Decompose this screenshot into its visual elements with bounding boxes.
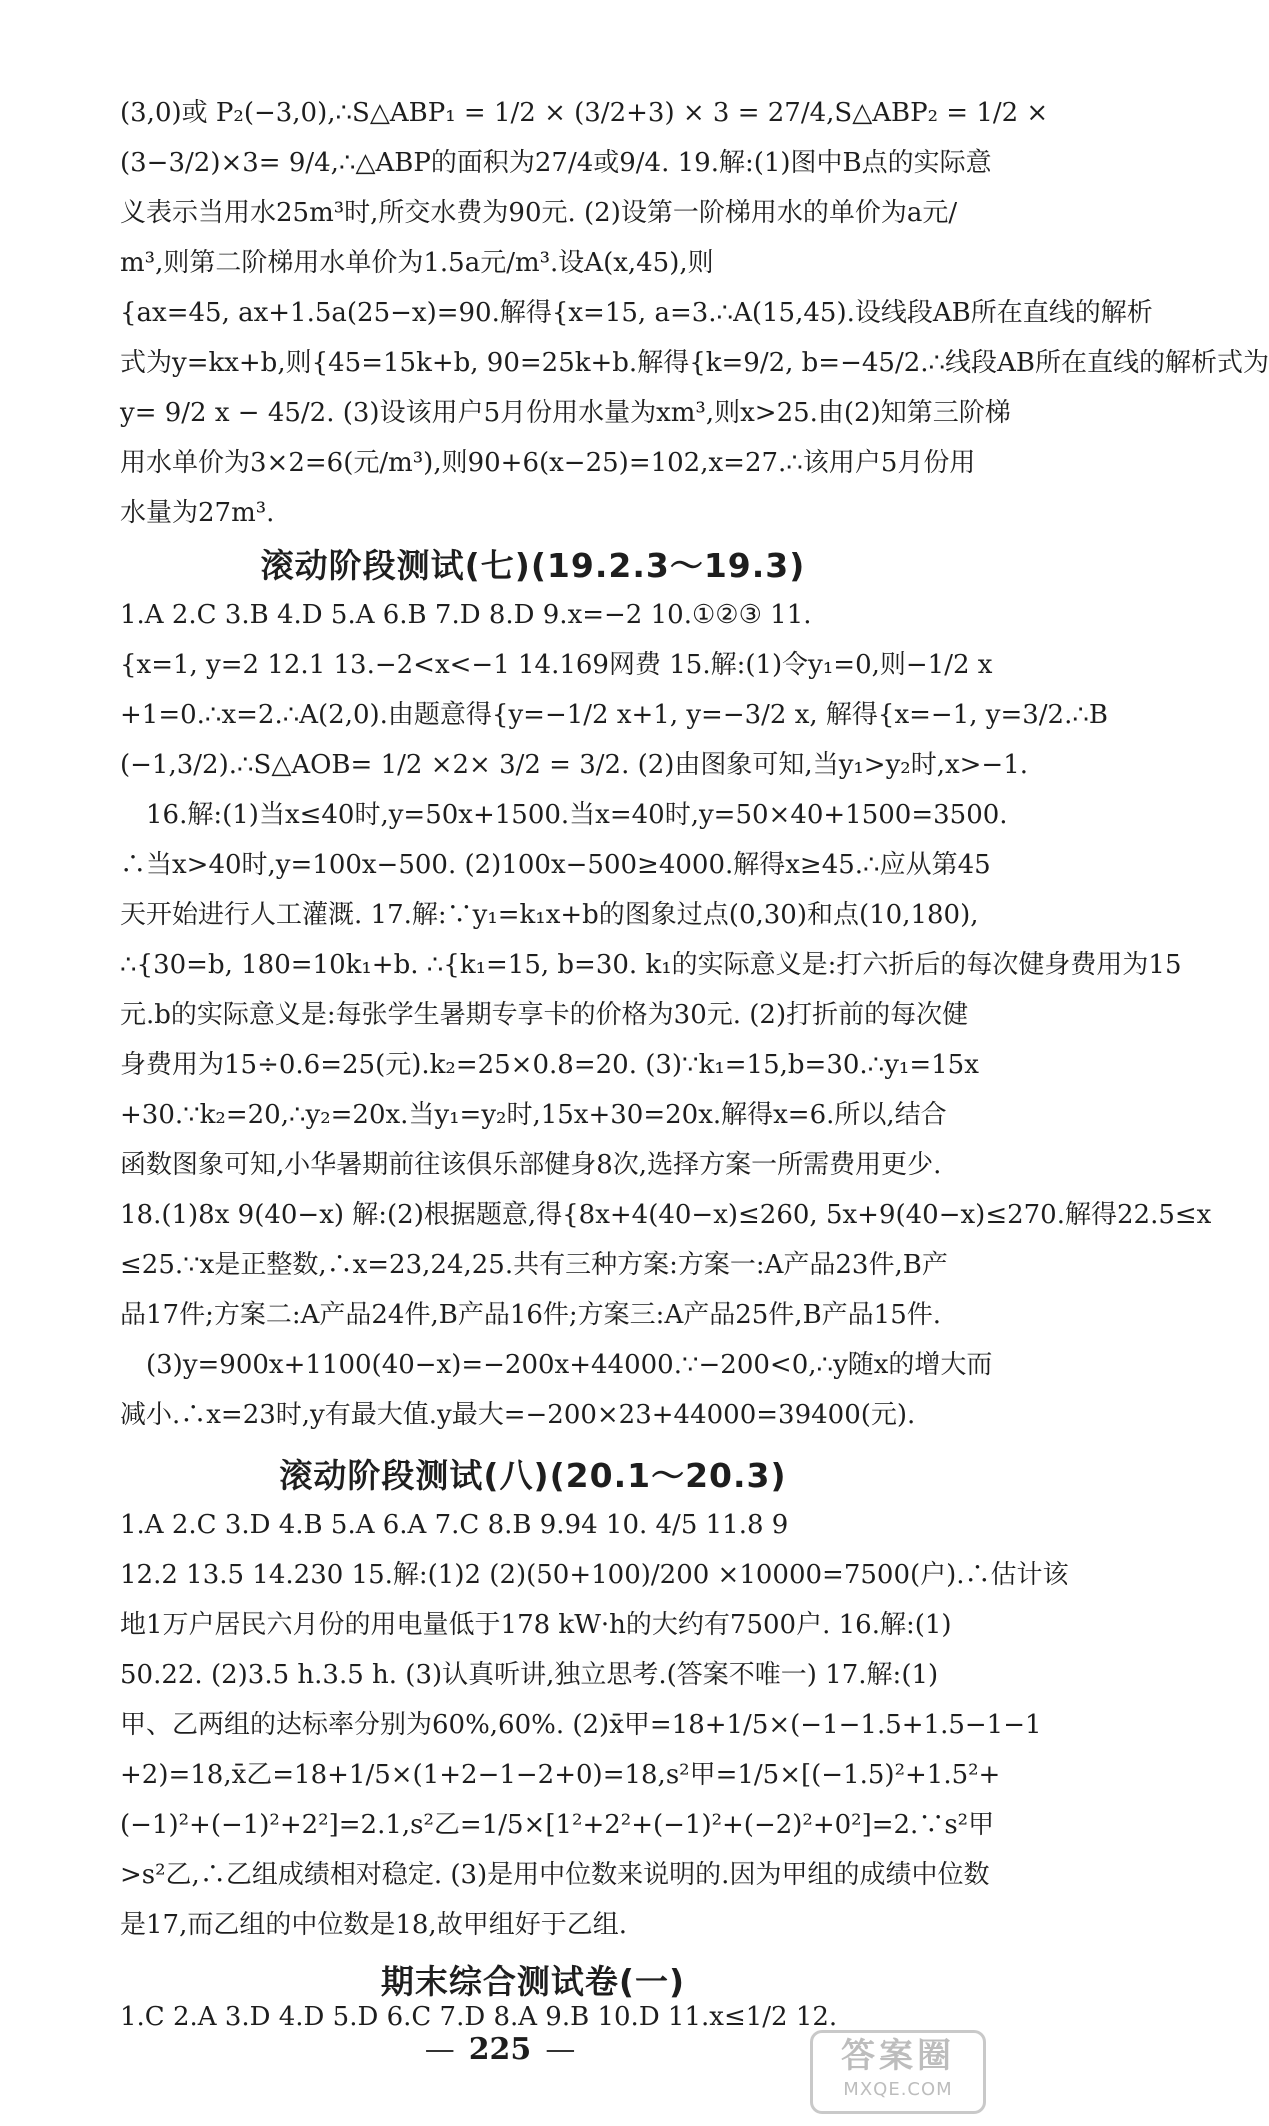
text-line: (3,0)或 P₂(−3,0),∴S△ABP₁ = 1/2 × (3/2+3) × 3 = 27/4,S△ABP₂ = 1/2 × [120, 98, 1049, 128]
watermark-logo [810, 2030, 986, 2114]
text-line: ∴当x>40时,y=100x−500. (2)100x−500≥4000.解得x≥45.∴应从第45 [120, 850, 991, 880]
text-line: 甲、乙两组的达标率分别为60%,60%. (2)x̄甲=18+1/5×(−1−1.5+1.5−1−1 [120, 1710, 1042, 1740]
page-number-dash: — [545, 2032, 576, 2067]
text-line: 地1万户居民六月份的用电量低于178 kW·h的大约有7500户. 16.解:(1) [120, 1610, 952, 1640]
text-line: 式为y=kx+b,则{45=15k+b, 90=25k+b.解得{k=9/2, b=−45/2.∴线段AB所在直线的解析式为 [120, 348, 1269, 378]
text-line: 是17,而乙组的中位数是18,故甲组好于乙组. [120, 1910, 627, 1940]
text-line: 18.(1)8x 9(40−x) 解:(2)根据题意,得{8x+4(40−x)≤260, 5x+9(40−x)≤270.解得22.5≤x [120, 1200, 1212, 1230]
text-line: (3−3/2)×3= 9/4,∴△ABP的面积为27/4或9/4. 19.解:(1)图中B点的实际意 [120, 148, 992, 178]
text-line: (3)y=900x+1100(40−x)=−200x+44000.∵−200<0,∴y随x的增大而 [146, 1350, 993, 1380]
watermark-title: 答案圈 [841, 2036, 955, 2076]
text-line: +1=0.∴x=2.∴A(2,0).由题意得{y=−1/2 x+1, y=−3/2 x, 解得{x=−1, y=3/2.∴B [120, 700, 1109, 730]
text-line: 50.22. (2)3.5 h.3.5 h. (3)认真听讲,独立思考.(答案不唯一) 17.解:(1) [120, 1660, 939, 1690]
text-line: +2)=18,x̄乙=18+1/5×(1+2−1−2+0)=18,s²甲=1/5×[(−1.5)²+1.5²+ [120, 1760, 1001, 1790]
text-line: 16.解:(1)当x≤40时,y=50x+1500.当x=40时,y=50×40+1500=3500. [146, 800, 1008, 830]
text-line: {x=1, y=2 12.1 13.−2<x<−1 14.169网费 15.解:(1)令y₁=0,则−1/2 x [120, 650, 993, 680]
text-line: 品17件;方案二:A产品24件,B产品16件;方案三:A产品25件,B产品15件. [120, 1300, 942, 1330]
text-line: 1.A 2.C 3.D 4.B 5.A 6.A 7.C 8.B 9.94 10. 4/5 11.8 9 [120, 1510, 789, 1540]
section-heading-test-7: 滚动阶段测试(七)(19.2.3～19.3) [260, 546, 806, 585]
section-heading-final-exam-1: 期末综合测试卷(一) [380, 1962, 686, 2001]
text-line: (−1)²+(−1)²+2²]=2.1,s²乙=1/5×[1²+2²+(−1)²+(−2)²+0²]=2.∵s²甲 [120, 1810, 995, 1840]
text-line: (−1,3/2).∴S△AOB= 1/2 ×2× 3/2 = 3/2. (2)由图象可知,当y₁>y₂时,x>−1. [120, 750, 1029, 780]
text-line: 函数图象可知,小华暑期前往该俱乐部健身8次,选择方案一所需费用更少. [120, 1150, 942, 1180]
text-line: 用水单价为3×2=6(元/m³),则90+6(x−25)=102,x=27.∴该用户5月份用 [120, 448, 976, 478]
watermark-url: MXQE.COM [843, 2079, 953, 2100]
text-line: 1.A 2.C 3.B 4.D 5.A 6.B 7.D 8.D 9.x=−2 10.①②③ 11. [120, 600, 812, 630]
answer-block-test-7 [120, 590, 1212, 1440]
answer-block-continued [120, 88, 1269, 538]
text-line: 天开始进行人工灌溉. 17.解:∵y₁=k₁x+b的图象过点(0,30)和点(10,180), [120, 900, 979, 930]
page-number-value: 225 [468, 2032, 532, 2067]
page-number-dash: — [424, 2032, 455, 2067]
text-line: 1.C 2.A 3.D 4.D 5.D 6.C 7.D 8.A 9.B 10.D 11.x≤1/2 12. [120, 2002, 838, 2032]
text-line: 身费用为15÷0.6=25(元).k₂=25×0.8=20. (3)∵k₁=15,b=30.∴y₁=15x [120, 1050, 979, 1080]
text-line: 元.b的实际意义是:每张学生暑期专享卡的价格为30元. (2)打折前的每次健 [120, 1000, 969, 1030]
text-line: y= 9/2 x − 45/2. (3)设该用户5月份用水量为xm³,则x>25.由(2)知第三阶梯 [120, 398, 1011, 428]
text-line: ∴{30=b, 180=10k₁+b. ∴{k₁=15, b=30. k₁的实际意义是:打六折后的每次健身费用为15 [120, 950, 1182, 980]
text-line: ≤25.∵x是正整数,∴x=23,24,25.共有三种方案:方案一:A产品23件,B产 [120, 1250, 948, 1280]
text-line: >s²乙,∴乙组成绩相对稳定. (3)是用中位数来说明的.因为甲组的成绩中位数 [120, 1860, 990, 1890]
text-line: 义表示当用水25m³时,所交水费为90元. (2)设第一阶梯用水的单价为a元/ [120, 198, 958, 228]
text-line: 12.2 13.5 14.230 15.解:(1)2 (2)(50+100)/200 ×10000=7500(户).∴估计该 [120, 1560, 1069, 1590]
text-line: 水量为27m³. [120, 498, 275, 528]
text-line: {ax=45, ax+1.5a(25−x)=90.解得{x=15, a=3.∴A(15,45).设线段AB所在直线的解析 [120, 298, 1153, 328]
answer-block-test-8 [120, 1500, 1069, 1950]
text-line: +30.∵k₂=20,∴y₂=20x.当y₁=y₂时,15x+30=20x.解得x=6.所以,结合 [120, 1100, 947, 1130]
text-line: 减小.∴x=23时,y有最大值.y最大=−200×23+44000=39400(元). [120, 1400, 916, 1430]
text-line: m³,则第二阶梯用水单价为1.5a元/m³.设A(x,45),则 [120, 248, 714, 278]
section-heading-test-8: 滚动阶段测试(八)(20.1～20.3) [279, 1456, 787, 1495]
